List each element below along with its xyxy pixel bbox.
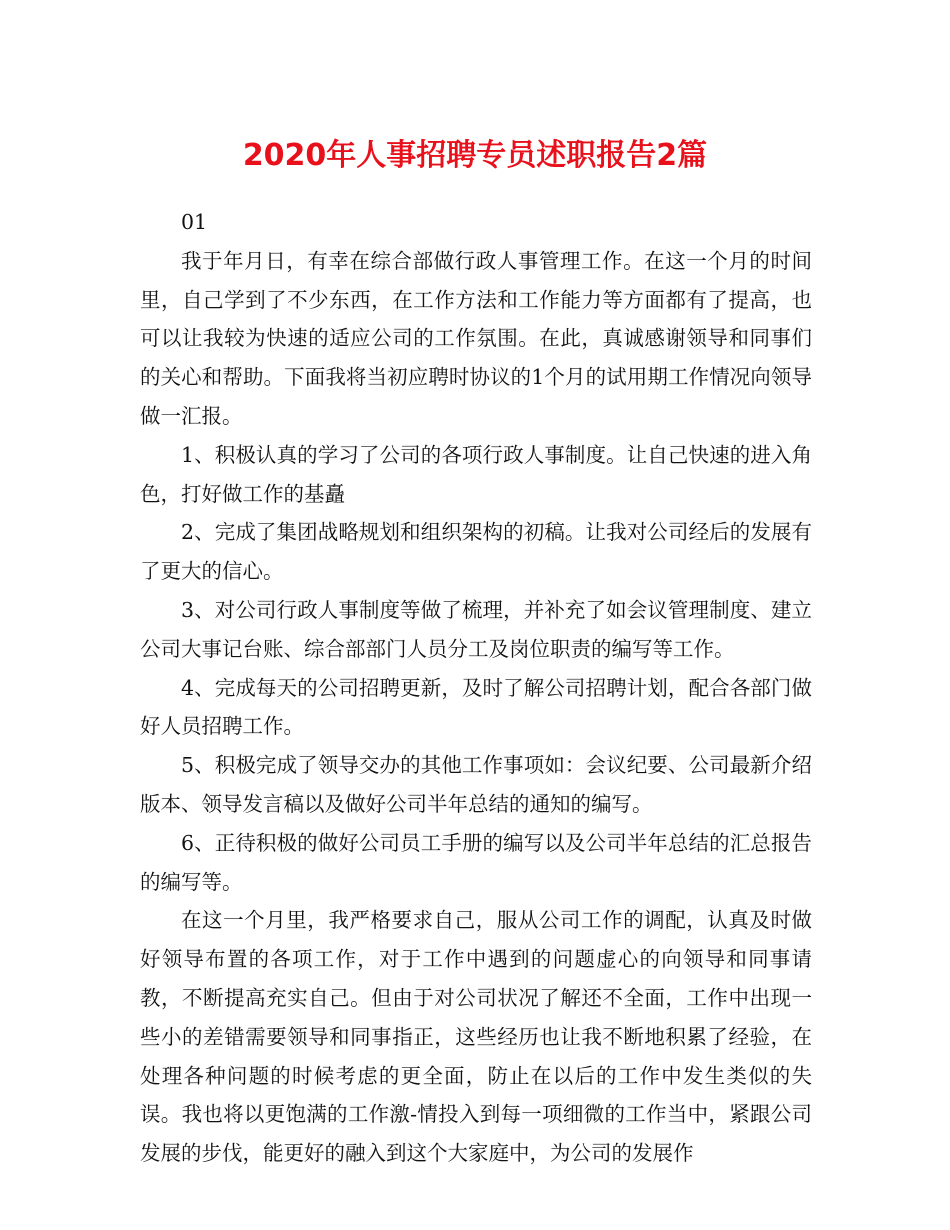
paragraph-item-5: 5、积极完成了领导交办的其他工作事项如：会议纪要、公司最新介绍版本、领导发言稿以及做好公司半年总结的通知的编写。 — [140, 753, 812, 816]
paragraph-item-6: 6、正待积极的做好公司员工手册的编写以及公司半年总结的汇总报告的编写等。 — [140, 830, 812, 894]
document-title: 2020年人事招聘专员述职报告2篇 — [242, 138, 708, 173]
paragraph-item-1: 1、积极认真的学习了公司的各项行政人事制度。让自己快速的进入角色，打好做工作的基矗 — [140, 442, 812, 506]
document-body — [140, 203, 812, 1173]
paragraph-intro: 我于年月日，有幸在综合部做行政人事管理工作。在这一个月的时间里，自己学到了不少东西，在工作方法和工作能力等方面都有了提高，也可以让我较为快速的适应公司的工作氛围。在此，真诚感谢领导和同事们的关心和帮助。下面我将当初应聘时协议的1个月的试用期工作情况向领导做一汇报。 — [140, 248, 812, 428]
section-number: 01 — [181, 210, 208, 234]
paragraph-item-3: 3、对公司行政人事制度等做了梳理，并补充了如会议管理制度、建立公司大事记台账、综合部部门人员分工及岗位职责的编写等工作。 — [140, 597, 812, 661]
paragraph-item-2: 2、完成了集团战略规划和组织架构的初稿。让我对公司经后的发展有了更大的信心。 — [140, 520, 812, 584]
paragraph-item-4: 4、完成每天的公司招聘更新，及时了解公司招聘计划，配合各部门做好人员招聘工作。 — [140, 675, 812, 739]
paragraph-summary: 在这一个月里，我严格要求自己，服从公司工作的调配，认真及时做好领导布置的各项工作，对于工作中遇到的问题虚心的向领导和同事请教，不断提高充实自己。但由于对公司状况了解还不全面，工作中出现一些小的差错需要领导和同事指正，这些经历也让我不断地积累了经验，在处理各种问题的时候考虑的更全面，防止在以后的工作中发生类似的失误。我也将以更饱满的工作激-情投入到每一项细微的工作当中，紧跟公司发展的步伐，能更好的融入到这个大家庭中，为公司的发展作 — [140, 908, 812, 1166]
